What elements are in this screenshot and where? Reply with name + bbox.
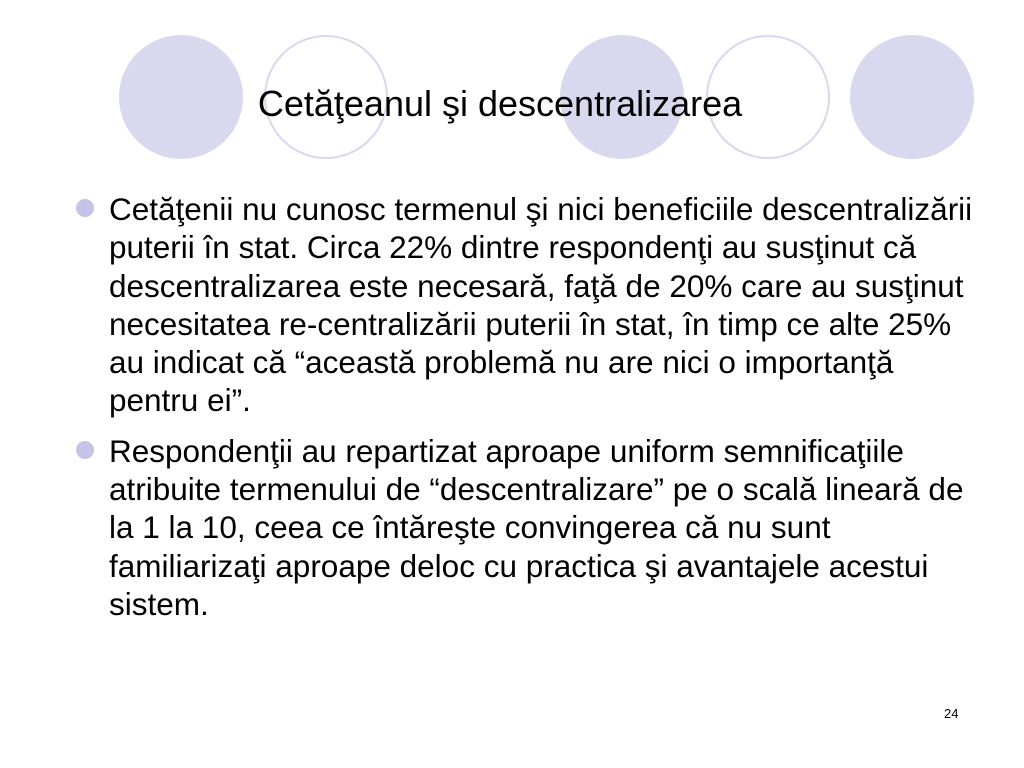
bullet-list: [76, 190, 976, 635]
bullet-item: [76, 432, 976, 623]
bullet-dot-icon: [76, 199, 94, 217]
bullet-text: Respondenţii au repartizat aproape uniform semnificaţiile atribuite termenului de “descentralizare” pe o scală lineară de la 1 la 10, ceea ce întăreşte convingerea că nu sunt familiarizaţi aproape deloc cu practica şi avantajele acestui sistem.: [109, 432, 964, 622]
bullet-text: Cetăţenii nu cunosc termenul şi nici beneficiile descentralizării puterii în stat. Circa 22% dintre respondenţi au susţinut că descentralizarea este necesară, faţă de 20% care au susţinut necesitatea re-centralizării puterii în stat, în timp ce alte 25% au indicat că “această problemă nu are nici o importanţă pentru ei”.: [109, 191, 973, 419]
bullet-item: [76, 190, 976, 420]
bullet-dot-icon: [76, 441, 94, 459]
slide-title: Cetăţeanul şi descentralizarea: [257, 83, 743, 124]
page-number: 24: [944, 706, 959, 721]
